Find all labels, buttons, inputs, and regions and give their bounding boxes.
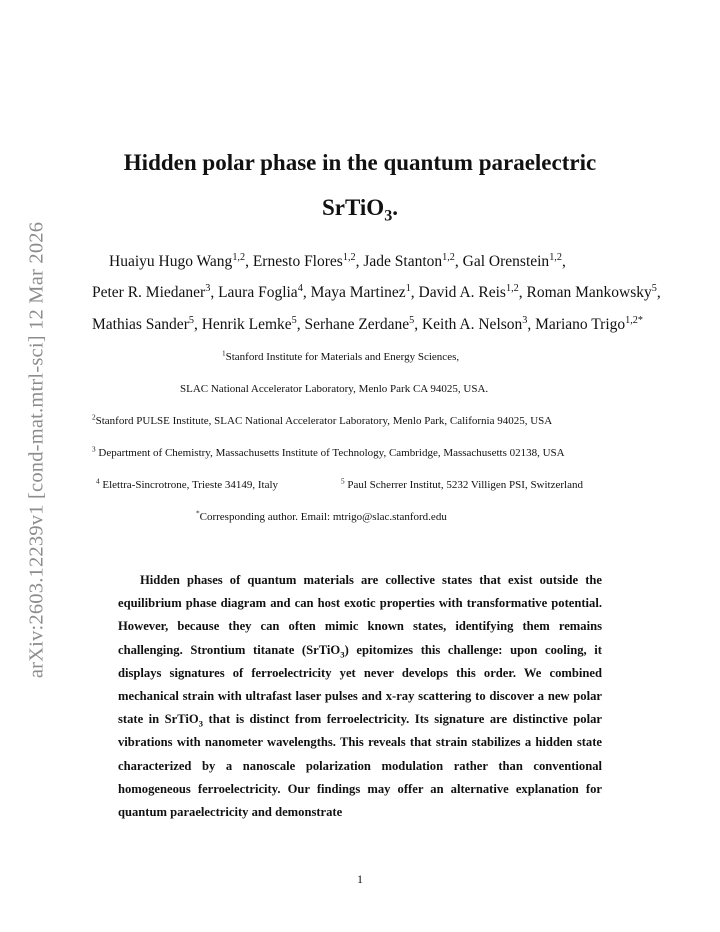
author-name: Mathias Sander [92,316,189,333]
paper-title-line-1: Hidden polar phase in the quantum paraelectric [123,150,597,175]
author-name: Serhane Zerdane [304,316,410,333]
abstract [118,569,602,824]
author-name: Henrik Lemke [201,316,292,333]
affiliation-4: $^4$ Elettra-Sincrotrone, Trieste 34149, Italy [96,477,279,491]
author-name: Mariano Trigo [535,316,626,333]
arxiv-stamp-text: arXiv:2603.12239v1 [cond-mat.mtrl-sci] 12 Mar 2026 [25,221,48,679]
author-name: Ernesto Flores [252,253,343,270]
author-name: Jade Stanton [363,253,443,270]
author-line-3: Mathias Sander$^5$, Henrik Lemke$^5$, Serhane Zerdane$^5$, Keith A. Nelson$^3$, Mariano Trigo$^{1,2*}$ [92,314,644,333]
abstract-text: Hidden phases of quantum materials are collective states that exist outside the equilibrium phase diagram and can host exotic properties with transformative potential. However, because they can often mimic known states, identifying them remains challenging. Strontium titanate (SrTiO$_3$) epitomizes this challenge: upon cooling, it displays signatures of ferroelectricity yet never develops this order. We combined mechanical strain with ultrafast laser pulses and x-ray scattering to discover a new polar state in SrTiO$_3$ that is distinct from ferroelectricity. Its signature are distinctive polar vibrations with nanometer wavelengths. This reveals that strain stabilizes a hidden state characterized by a nanoscale polarization modulation rather than conventional homogeneous ferroelectricity. Our findings may offer an alternative explanation for quantum paraelectricity and demonstrate [118,573,602,820]
author-name: David A. Reis [418,284,506,301]
affiliation-1-line-2: SLAC National Accelerator Laboratory, Menlo Park CA 94025, USA. [180,383,489,395]
author-name: Keith A. Nelson [421,316,523,333]
page-number: 1 [357,872,363,886]
affiliation-2: $^2$Stanford PULSE Institute, SLAC National Accelerator Laboratory, Menlo Park, California 94025, USA [92,413,553,427]
author-name: Maya Martinez [310,284,406,301]
affiliation-5: $^5$ Paul Scherrer Institut, 5232 Villigen PSI, Switzerland [341,477,583,491]
paper-title-line-2: SrTiO$_3$. [321,195,398,225]
corresponding-author: *Corresponding author. Email: mtrigo@slac.stanford.edu [196,509,447,523]
author-name: Roman Mankowsky [526,284,652,301]
affiliation-1-line-1: $^1$Stanford Institute for Materials and Energy Sciences, [222,349,460,363]
author-line-1: Huaiyu Hugo Wang$^{1,2}$, Ernesto Flores$^{1,2}$, Jade Stanton$^{1,2}$, Gal Orenstein$^{1,2}$, [109,251,566,270]
author-line-2: Peter R. Miedaner$^3$, Laura Foglia$^4$, Maya Martinez$^1$, David A. Reis$^{1,2}$, Roman Mankowsky$^5$, [92,282,661,301]
author-name: Peter R. Miedaner [92,284,206,301]
affiliation-3: $^3$ Department of Chemistry, Massachusetts Institute of Technology, Cambridge, Massachusetts 02138, USA [92,445,565,459]
author-name: Gal Orenstein [462,253,550,270]
author-name: Huaiyu Hugo Wang [109,253,233,270]
author-name: Laura Foglia [218,284,298,301]
